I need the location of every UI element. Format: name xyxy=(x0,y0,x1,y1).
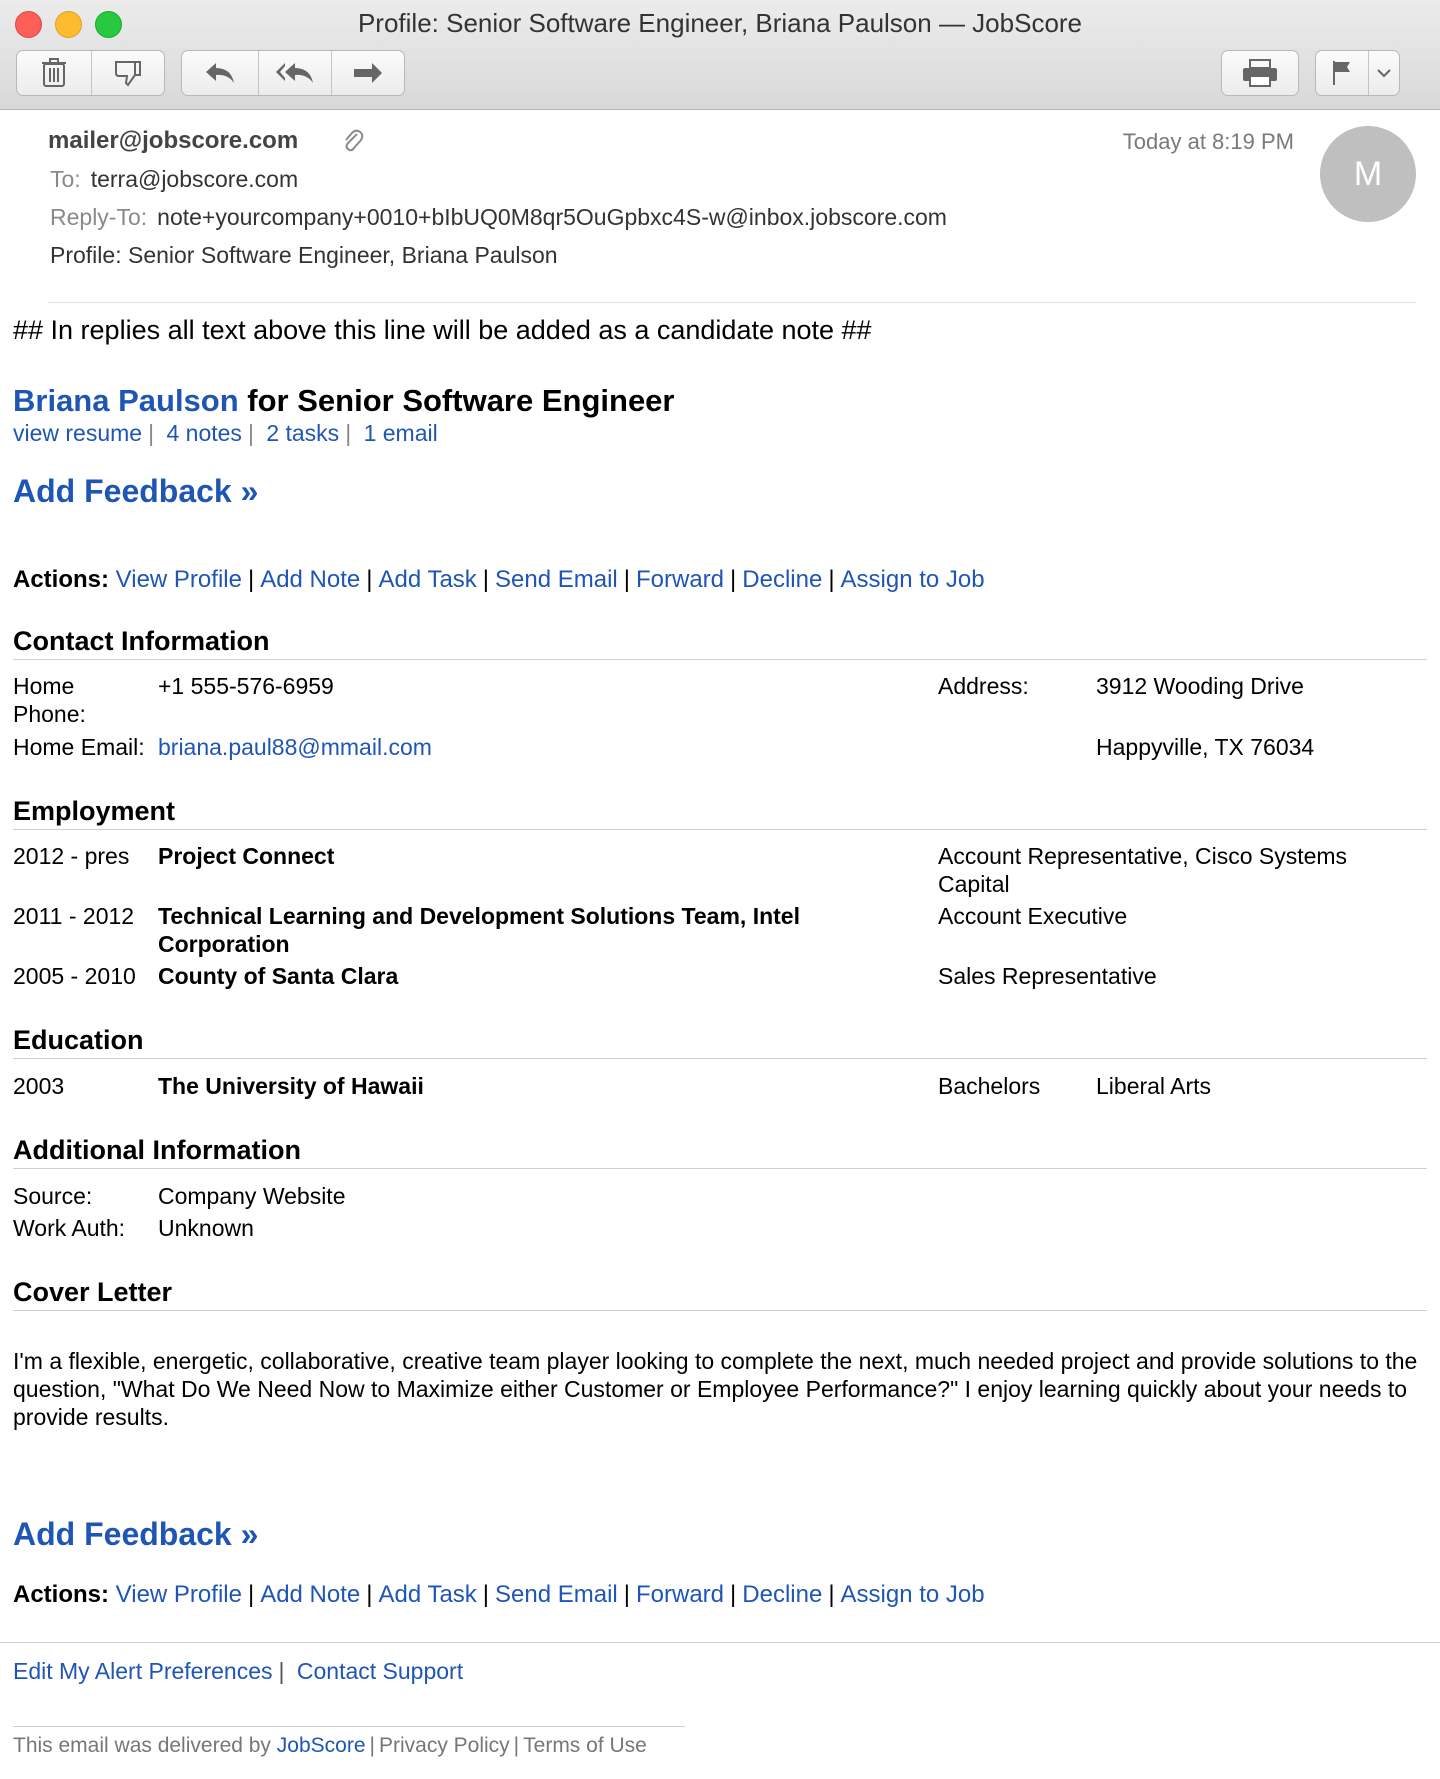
received-date: Today at 8:19 PM xyxy=(1122,129,1294,154)
employment-title: Sales Representative xyxy=(938,963,1157,989)
to-label: To: xyxy=(50,166,81,192)
forward-button[interactable] xyxy=(332,51,404,95)
view-profile-link[interactable]: View Profile xyxy=(115,566,242,593)
delivered-by-line: This email was delivered by JobScore | Privacy Policy | Terms of Use xyxy=(13,1734,647,1757)
contact-divider xyxy=(13,659,1427,660)
reply-to-row xyxy=(50,204,947,231)
candidate-title xyxy=(13,383,675,419)
print-group xyxy=(1221,50,1299,96)
view-profile-link[interactable]: View Profile xyxy=(115,1581,242,1608)
footer-small-divider xyxy=(13,1726,685,1727)
cover-letter-text: I'm a flexible, energetic, collaborative, creative team player looking to complete the next, much needed project and provide solutions to the question, "What Do We Need Now to Maximize either Customer or Employee Performance?" I enjoy learning quickly about your needs to provide results. xyxy=(13,1348,1418,1430)
employment-title: Account Executive xyxy=(938,903,1128,929)
home-phone-value: +1 555-576-6959 xyxy=(158,673,334,699)
education-field: Liberal Arts xyxy=(1096,1073,1212,1099)
delivered-prefix: This email was delivered by xyxy=(13,1734,271,1757)
notes-link[interactable]: 4 notes xyxy=(166,420,242,446)
candidate-job: for Senior Software Engineer xyxy=(238,383,675,418)
footer-divider xyxy=(0,1642,1440,1643)
send-email-link[interactable]: Send Email xyxy=(495,1581,618,1608)
education-school: The University of Hawaii xyxy=(158,1073,424,1099)
contact-heading: Contact Information xyxy=(13,626,270,656)
employment-years: 2012 - pres xyxy=(13,843,130,869)
tasks-link[interactable]: 2 tasks xyxy=(266,420,340,446)
address-label: Address: xyxy=(938,673,1029,699)
add-task-link[interactable]: Add Task xyxy=(378,566,477,593)
reply-button[interactable] xyxy=(182,51,259,95)
additional-heading: Additional Information xyxy=(13,1135,301,1165)
reply-icon xyxy=(204,61,236,85)
trash-icon xyxy=(41,58,67,88)
decline-link[interactable]: Decline xyxy=(742,1581,823,1608)
assign-to-job-link[interactable]: Assign to Job xyxy=(840,566,985,593)
jobscore-link[interactable]: JobScore xyxy=(276,1734,366,1757)
print-icon xyxy=(1242,59,1278,87)
candidate-sublinks: view resume | 4 notes | 2 tasks | 1 email xyxy=(13,420,438,446)
source-value: Company Website xyxy=(158,1183,346,1209)
reply-to-address[interactable]: note+yourcompany+0010+bIbUQ0M8qr5OuGpbxc4S-w@inbox.jobscore.com xyxy=(157,204,947,230)
address-line1: 3912 Wooding Drive xyxy=(1096,673,1304,699)
candidate-note-instruction: ## In replies all text above this line will be added as a candidate note ## xyxy=(13,315,872,345)
education-year: 2003 xyxy=(13,1073,65,1099)
candidate-name-link[interactable]: Briana Paulson xyxy=(13,383,239,418)
actions-bar-bottom: Actions: View Profile | Add Note | Add Task | Send Email | Forward | Decline | Assign to Job xyxy=(13,1581,985,1608)
employment-years: 2011 - 2012 xyxy=(13,903,135,929)
flag-menu-button[interactable] xyxy=(1369,51,1399,95)
window-titlebar xyxy=(0,0,1440,110)
sender-address[interactable]: mailer@jobscore.com xyxy=(48,127,299,154)
view-resume-link[interactable]: view resume xyxy=(13,420,143,446)
employment-title: Account Representative, Cisco Systems Capital xyxy=(938,843,1348,897)
junk-button[interactable] xyxy=(92,51,164,95)
to-address[interactable]: terra@jobscore.com xyxy=(90,166,299,192)
flag-button[interactable] xyxy=(1316,51,1369,95)
employment-company: County of Santa Clara xyxy=(158,963,399,989)
delete-junk-group xyxy=(16,50,165,96)
add-feedback-link-bottom[interactable]: Add Feedback » xyxy=(13,1516,259,1552)
to-row xyxy=(50,166,298,193)
junk-thumbs-down-icon xyxy=(113,59,143,87)
add-task-link[interactable]: Add Task xyxy=(378,1581,477,1608)
window-title: Profile: Senior Software Engineer, Briana Paulson — JobScore xyxy=(357,8,1083,38)
contact-support-link[interactable]: Contact Support xyxy=(296,1658,464,1684)
header-divider xyxy=(48,302,1416,303)
education-degree: Bachelors xyxy=(938,1073,1041,1099)
home-phone-label: Home Phone: xyxy=(13,673,86,727)
terms-of-use-link[interactable]: Terms of Use xyxy=(523,1734,647,1757)
reply-all-icon xyxy=(275,61,315,85)
footer-links: Edit My Alert Preferences | Contact Support xyxy=(13,1658,464,1684)
add-note-link[interactable]: Add Note xyxy=(260,566,361,593)
add-feedback-link-top[interactable]: Add Feedback » xyxy=(13,473,259,509)
email-link[interactable]: 1 email xyxy=(363,420,438,446)
source-label: Source: xyxy=(13,1183,93,1209)
decline-link[interactable]: Decline xyxy=(742,566,823,593)
avatar: M xyxy=(1320,126,1416,222)
send-email-link[interactable]: Send Email xyxy=(495,566,618,593)
additional-divider xyxy=(13,1168,1427,1169)
employment-years: 2005 - 2010 xyxy=(13,963,136,989)
add-note-link[interactable]: Add Note xyxy=(260,1581,361,1608)
employment-divider xyxy=(13,829,1427,830)
flag-icon xyxy=(1332,60,1352,86)
alert-preferences-link[interactable]: Edit My Alert Preferences xyxy=(13,1658,273,1684)
home-email-label: Home Email: xyxy=(13,734,145,760)
subject-line: Profile: Senior Software Engineer, Briana Paulson xyxy=(50,242,558,268)
actions-label: Actions: xyxy=(13,566,109,593)
forward-icon xyxy=(352,61,384,85)
flag-group xyxy=(1315,50,1400,96)
education-divider xyxy=(13,1058,1427,1059)
employment-company: Technical Learning and Development Solutions Team, Intel Corporation xyxy=(158,903,800,957)
paperclip-icon xyxy=(342,128,364,159)
delete-button[interactable] xyxy=(17,51,92,95)
forward-link[interactable]: Forward xyxy=(636,566,725,593)
employment-heading: Employment xyxy=(13,796,176,826)
education-heading: Education xyxy=(13,1025,144,1055)
privacy-policy-link[interactable]: Privacy Policy xyxy=(378,1734,510,1757)
reply-all-button[interactable] xyxy=(259,51,332,95)
address-line2: Happyville, TX 76034 xyxy=(1096,734,1315,760)
work-auth-label: Work Auth: xyxy=(13,1215,126,1241)
actions-bar-top: Actions: View Profile | Add Note | Add Task | Send Email | Forward | Decline | Assign to Job xyxy=(13,566,985,593)
chevron-down-icon xyxy=(1377,68,1391,78)
reply-to-label: Reply-To: xyxy=(50,204,148,230)
forward-link[interactable]: Forward xyxy=(636,1581,725,1608)
home-email-link[interactable]: briana.paul88@mmail.com xyxy=(158,734,432,760)
assign-to-job-link[interactable]: Assign to Job xyxy=(840,1581,985,1608)
work-auth-value: Unknown xyxy=(158,1215,254,1241)
actions-label: Actions: xyxy=(13,1581,109,1608)
employment-company: Project Connect xyxy=(158,843,335,869)
print-button[interactable] xyxy=(1222,51,1298,95)
reply-group xyxy=(181,50,405,96)
cover-letter-divider xyxy=(13,1310,1427,1311)
cover-letter-heading: Cover Letter xyxy=(13,1277,173,1307)
